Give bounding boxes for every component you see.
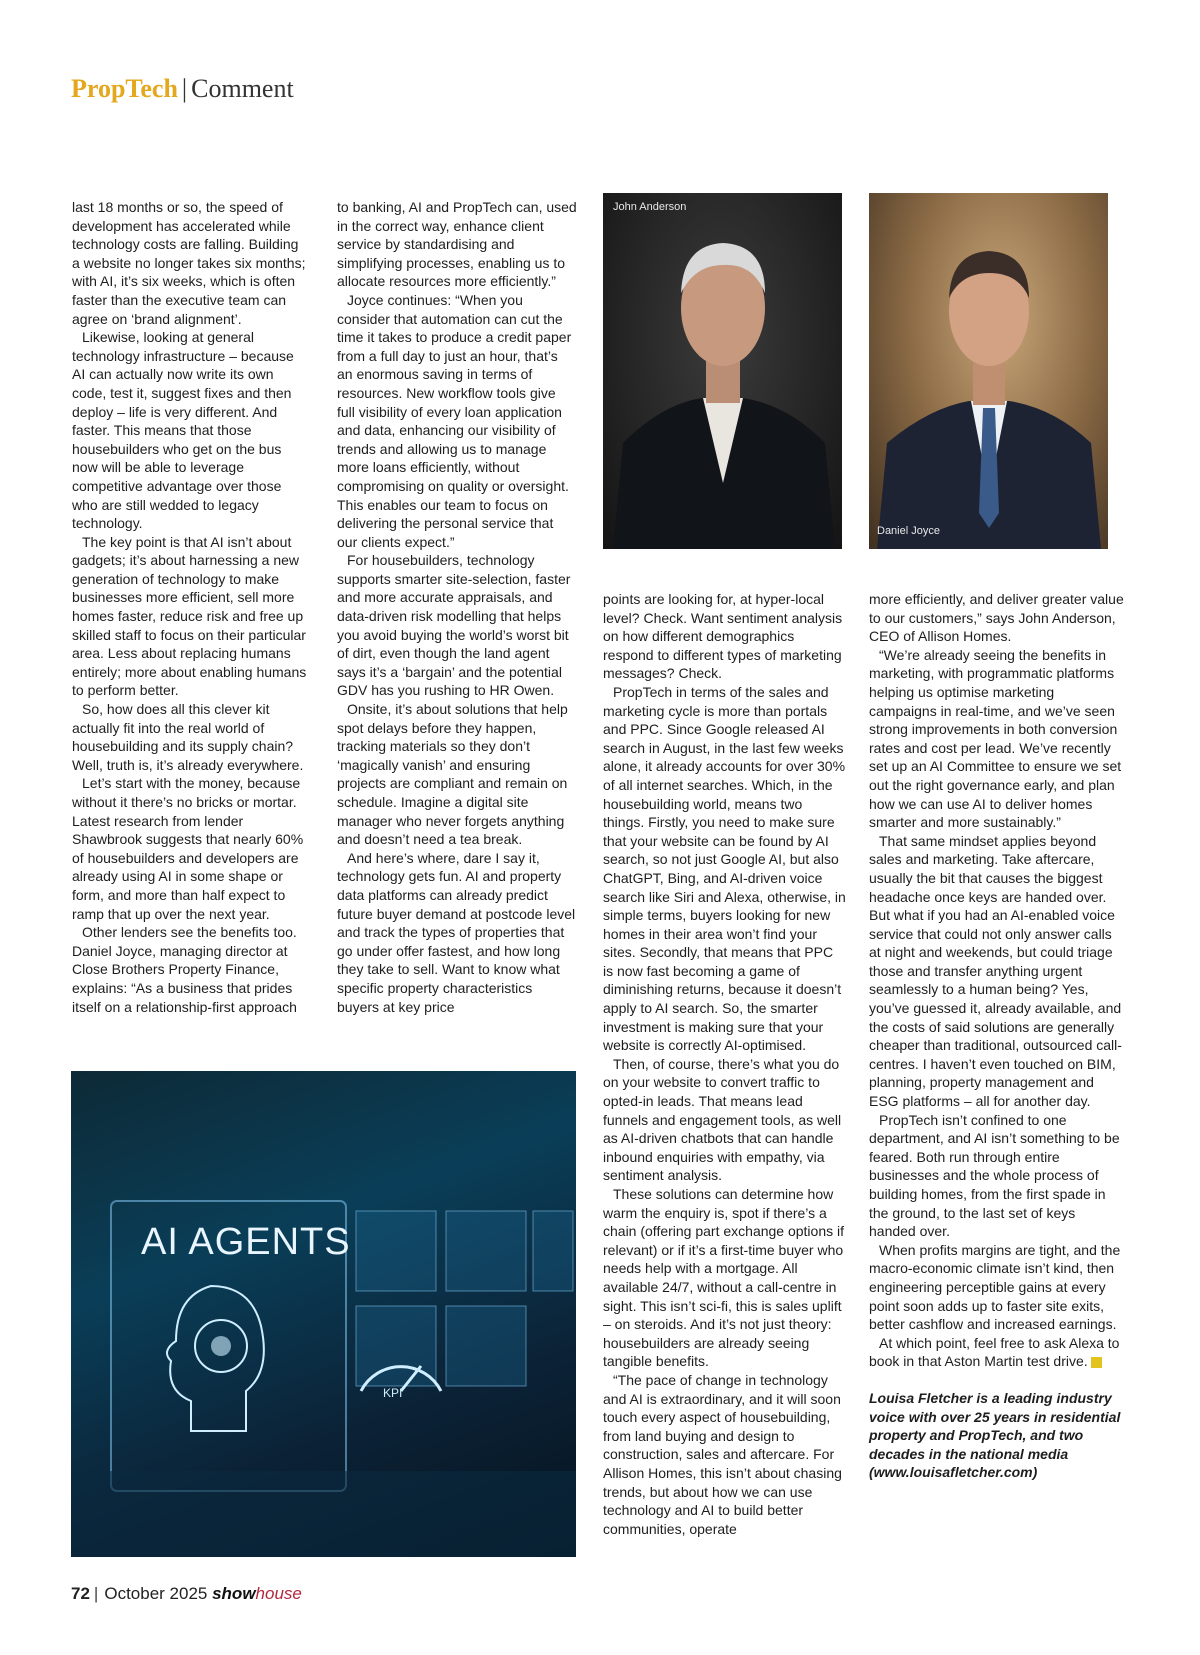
final-sentence: At which point, feel free to ask Alexa to book in that Aston Martin test drive. [869,1334,1120,1370]
portrait-anderson-illustration [603,193,842,549]
ai-agents-graphic [71,1071,576,1557]
paragraph: And here’s where, dare I say it, technology gets fun. AI and property data platforms can already predict future buyer demand at postcode level and track the types of properties that go under offer fastest, and how long they take to sell. Want to know what specific property characteristics buyers at key price [337,849,576,1015]
portrait-joyce-illustration [869,193,1108,549]
kpi-label: KPI [383,1386,403,1400]
section-kind: Comment [191,74,294,103]
paragraph: For housebuilders, technology supports smarter site-selection, faster and more accurate appraisals, and data-driven risk modelling that helps you avoid buying the world’s worst bit of dirt, even though the land agent says it’s a ‘bargain’ and the potential GDV has you rushing to HR Owen. [337,552,571,699]
paragraph: points are looking for, at hyper-local level? Check. Want sentiment analysis on how different demographics respond to different types of marketing messages? Check. [603,591,843,682]
article-column-4 [869,590,1124,1482]
portrait-john-anderson [603,193,842,549]
paragraph-final [869,1334,1124,1371]
section-header [71,72,294,106]
paragraph: Other lenders see the benefits too. Daniel Joyce, managing director at Close Brothers Property Finance, explains: “As a business that prides itself on a relationship-first approach [72,924,297,1015]
footer-separator: | [93,1584,99,1603]
paragraph: When profits margins are tight, and the macro-economic climate isn’t kind, then engineering perceptible gains at every point soon adds up to faster site exits, better cashflow and increased earnings. [869,1241,1121,1333]
paragraph: Onsite, it’s about solutions that help spot delays before they happen, tracking materials so they don’t ‘magically vanish’ and ensuring projects are compliant and remain on schedule. Imagine a digital site manager who never forgets anything and doesn’t need a tea break. [337,701,568,848]
paragraph: last 18 months or so, the speed of development has accelerated while technology costs are falling. Building a website no longer takes six months; with AI, it’s six weeks, which is often faster than the executive team can agree on ‘brand alignment’. [72,199,306,327]
author-byline: Louisa Fletcher is a leading industry voice with over 25 years in residential property and PropTech, and two decades in the national media (www.louisafletcher.com) [869,1389,1121,1481]
article-column-1 [72,198,308,1016]
paragraph: “We’re already seeing the benefits in marketing, with programmatic platforms helping us optimise marketing campaigns in real-time, and we’ve seen strong improvements in both conversion rates and cost per lead. We’ve recently set up an AI Committee to ensure we set out the right governance early, and plan how we can use AI to deliver homes smarter and more sustainably.” [869,646,1122,831]
paragraph: Likewise, looking at general technology infrastructure – because AI can actually now write its own code, test it, suggest fixes and then deploy – life is very different. And faster. This means that those housebuilders who get on the bus now will be able to leverage competitive advantage over those who are still wedded to legacy technology. [72,329,294,532]
ai-agents-heading: AI AGENTS [141,1221,351,1263]
issue-date: October 2025 [104,1584,208,1603]
photo-caption: John Anderson [613,201,687,213]
article-column-2 [337,198,577,1016]
paragraph: Then, of course, there’s what you do on your website to convert traffic to opted-in leads. That means lead funnels and engagement tools, as well as AI-driven chatbots that can handle inbound enquiries with empathy, via sentiment analysis. [603,1055,842,1184]
page-footer [71,1584,302,1604]
paragraph: So, how does all this clever kit actually fit into the real world of housebuilding and its supply chain? Well, truth is, it’s already everywhere. [72,701,304,773]
paragraph: “The pace of change in technology and AI is extraordinary, and it will soon touch every aspect of housebuilding, from land buying and design to construction, sales and aftercare. For Allison Homes, this isn’t about chasing trends, but about how we can use technology and AI to build better communities, operate [603,1371,842,1537]
paragraph: PropTech in terms of the sales and marketing cycle is more than portals and PPC. Since Google released AI search in August, in the last few weeks alone, it already accounts for over 30% of all internet searches. Which, in the housebuilding world, means two things. Firstly, you need to make sure that your website can be found by AI search, so not just Google AI, but also ChatGPT, Bing, and AI-driven voice search like Siri and Alexa, otherwise, in simple terms, buyers looking for new homes in their area won’t find your sites. Secondly, that means that PPC is now fast becoming a game of diminishing returns, because it doesn’t apply to AI search. So, the smarter investment is making sure that your website is correctly AI-optimised. [603,683,846,1054]
brand-show: show [212,1584,256,1603]
photo-caption: Daniel Joyce [877,525,940,537]
section-name: PropTech [71,74,178,103]
portrait-daniel-joyce [869,193,1108,549]
end-mark-icon [1091,1357,1102,1368]
paragraph: more efficiently, and deliver greater value to our customers,” says John Anderson, CEO of Allison Homes. [869,591,1124,645]
ai-agents-illustration [71,1071,576,1557]
page-number: 72 [71,1584,90,1603]
paragraph: to banking, AI and PropTech can, used in the correct way, enhance client service by standardising and simplifying processes, enabling us to allocate resources more efficiently.” [337,199,577,290]
brand-house: house [255,1584,302,1603]
header-separator: | [181,74,188,103]
paragraph: Let’s start with the money, because without it there’s no bricks or mortar. Latest research from lender Shawbrook suggests that nearly 60% of housebuilders and developers are already using AI in some shape or form, and more than half expect to ramp that up over the next year. [72,775,304,922]
paragraph: That same mindset applies beyond sales and marketing. Take aftercare, usually the bit that causes the biggest headache once keys are handed over. But what if you had an AI-enabled voice service that could not only answer calls at night and weekends, but could triage those and transfer anything urgent seamlessly to a human being? Yes, you’ve guessed it, already available, and the costs of said solutions are generally cheaper than traditional, outsourced call-centres. I haven’t even touched on BIM, planning, property management and ESG platforms – all for another day. [869,832,1122,1110]
paragraph: PropTech isn’t confined to one department, and AI isn’t something to be feared. Both run through entire businesses and the whole process of building homes, from the first spade in the ground, to the last set of keys handed over. [869,1111,1120,1240]
paragraph: The key point is that AI isn’t about gadgets; it’s about harnessing a new generation of technology to make businesses more efficient, sell more homes faster, reduce risk and free up skilled staff to focus on their particular area. Less about replacing humans entirely; more about enabling humans to perform better. [72,533,307,699]
paragraph: These solutions can determine how warm the enquiry is, spot if there’s a chain (offering part exchange options if relevant) or if it’s a first-time buyer who needs help with a mortgage. All available 24/7, without a call-centre in sight. This isn’t sci-fi, this is sales uplift – on steroids. And it’s not just theory: housebuilders are already seeing tangible benefits. [603,1186,845,1370]
article-column-3 [603,590,847,1538]
paragraph: Joyce continues: “When you consider that automation can cut the time it takes to produce a credit paper from a full day to just an hour, that’s an enormous saving in terms of resources. New workflow tools give full visibility of every loan application and data, enhancing our visibility of trends and allowing us to manage more loans efficiently, without compromising on quality or oversight. This enables our team to focus on delivering the personal service that our clients expect.” [337,291,572,550]
